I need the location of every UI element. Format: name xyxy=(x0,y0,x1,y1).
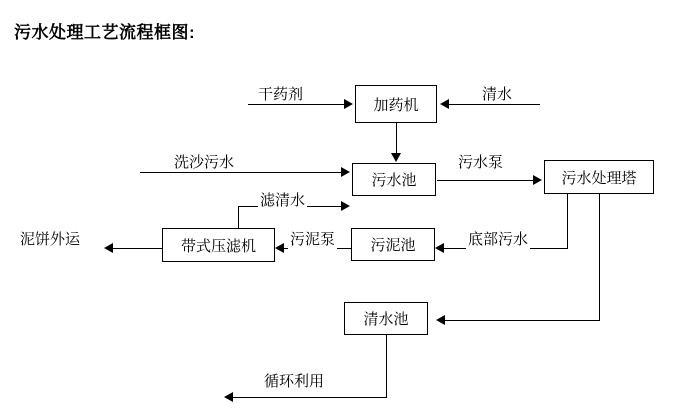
arrow-dry-agent-to-dosing xyxy=(344,99,353,109)
edge-label-sand-wash-sewage: 洗沙污水 xyxy=(172,151,236,172)
node-sewage-pool[interactable]: 污水池 xyxy=(352,163,436,196)
node-clear-water-pool[interactable]: 清水池 xyxy=(344,302,428,335)
arrow-belt-filter-to-mud-cake xyxy=(104,243,113,253)
line-belt-filter-up xyxy=(238,206,239,228)
arrow-sand-wash-to-sewage-pool xyxy=(341,167,350,177)
arrow-clean-water-to-dosing xyxy=(440,99,449,109)
edge-label-clean-water: 清水 xyxy=(480,83,514,104)
edge-label-filtrate: 滤清水 xyxy=(258,189,307,210)
node-dosing-machine[interactable]: 加药机 xyxy=(355,85,437,123)
arrow-filtrate-to-sewage-pool xyxy=(341,201,350,211)
arrow-tower-to-clear-pool xyxy=(436,315,445,325)
edge-label-dry-agent: 干药剂 xyxy=(256,83,305,104)
line-dosing-to-sewage-pool xyxy=(396,123,397,156)
line-dry-agent-to-dosing xyxy=(248,104,348,105)
arrow-clear-pool-to-recycle xyxy=(224,392,233,402)
arrow-sewage-pool-to-tower xyxy=(533,175,542,185)
line-tower-down-to-sludge xyxy=(567,194,568,248)
arrow-tower-to-sludge-pool xyxy=(435,243,444,253)
edge-label-sewage-pump: 污水泵 xyxy=(456,151,505,172)
node-belt-filter-press[interactable]: 带式压滤机 xyxy=(162,228,275,262)
node-sludge-pool[interactable]: 污泥池 xyxy=(351,228,435,261)
page-title: 污水处理工艺流程框图: xyxy=(14,23,196,42)
node-treatment-tower[interactable]: 污水处理塔 xyxy=(544,160,654,194)
edge-label-bottom-sewage: 底部污水 xyxy=(466,228,530,249)
line-tower-to-clear-pool xyxy=(444,320,600,321)
line-sand-wash-to-sewage-pool xyxy=(140,172,345,173)
line-clean-water-to-dosing xyxy=(448,104,540,105)
line-tower-down-to-clear-pool xyxy=(599,194,600,320)
line-sewage-pool-to-tower xyxy=(437,180,537,181)
arrow-dosing-to-sewage-pool xyxy=(391,153,401,162)
line-clear-pool-down xyxy=(386,335,387,397)
edge-label-mud-cake-out: 泥饼外运 xyxy=(18,228,82,249)
edge-label-recycle-use: 循环利用 xyxy=(262,370,326,391)
line-clear-pool-to-recycle xyxy=(232,397,387,398)
arrow-sludge-pool-to-belt-filter xyxy=(275,243,284,253)
line-belt-filter-to-mud-cake xyxy=(112,248,162,249)
edge-label-sludge-pump: 污泥泵 xyxy=(288,228,337,249)
